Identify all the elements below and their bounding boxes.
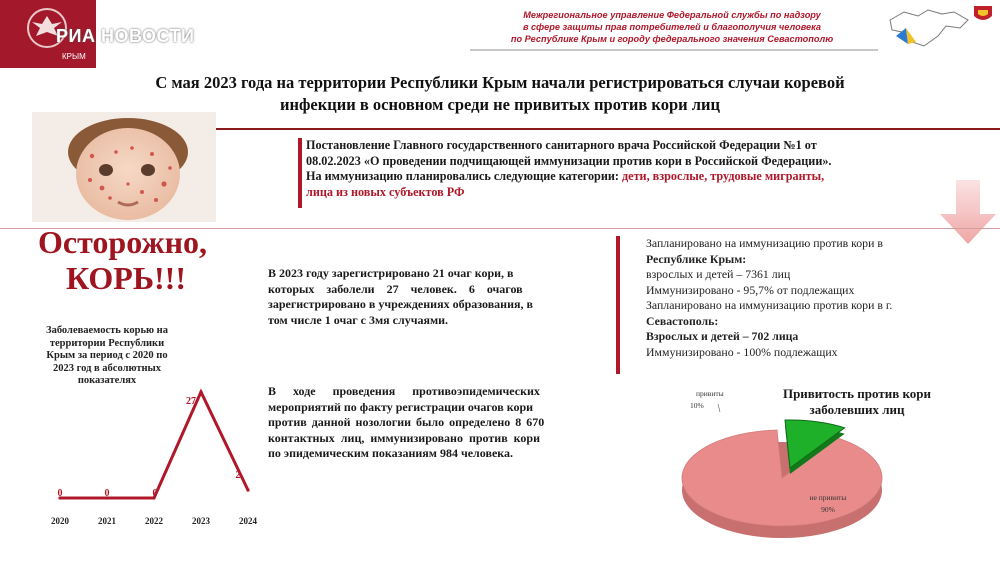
contacts-summary-line: по эпидемическим показаниям 984 человека.	[268, 446, 514, 460]
decree-accent-bar	[298, 138, 302, 208]
agency-name	[470, 9, 874, 45]
chart-title-line: Заболеваемость корью на	[46, 325, 168, 336]
page-title	[60, 72, 940, 116]
chart-title	[22, 325, 192, 388]
pie-label-vaccinated: привиты	[696, 389, 724, 398]
title-underline	[216, 128, 1000, 130]
crimea-immunized-percent: Иммунизировано - 95,7% от подлежащих	[646, 282, 855, 297]
agency-line: Межрегиональное управление Федеральной службы по надзору	[523, 10, 821, 20]
chart-title-line: Крым за период с 2020 по	[46, 350, 168, 361]
sevastopol-immunized-percent: Иммунизировано - 100% подлежащих	[646, 344, 838, 359]
chart-x-tick-label: 2024	[239, 516, 257, 526]
contacts-summary-text	[268, 384, 598, 462]
decree-categories-label: На иммунизацию планировались следующие категории:	[306, 169, 619, 183]
chart-x-tick-label: 2021	[98, 516, 116, 526]
agency-line: по Республике Крым и городу федерального значения Севастополю	[510, 34, 834, 44]
immunization-stats	[646, 236, 976, 360]
chart-data-label: 0	[57, 488, 63, 499]
sevastopol-planned-count: Взрослых и детей – 702 лица	[646, 329, 799, 343]
crimea-planned-count: взрослых и детей – 7361 лиц	[646, 267, 791, 281]
chart-x-tick-label: 2023	[192, 516, 210, 526]
chart-data-point	[246, 489, 249, 492]
decree-line: Постановление Главного государственного санитарного врача Российской Федерации №1 от	[306, 138, 817, 152]
crimea-plan-line: Запланировано на иммунизацию против кори в	[646, 236, 883, 250]
decree-text	[306, 138, 946, 200]
child-with-rash-photo	[32, 112, 216, 222]
crimea-region-label: Республике Крым:	[646, 251, 747, 266]
outbreak-summary-line: зарегистрировано в учреждениях образования, в	[268, 297, 533, 311]
chart-data-label: 27	[186, 396, 196, 407]
decree-line: 08.02.2023 «О проведении подчищающей иммунизации против кори в Российской Федерации».	[306, 153, 832, 168]
crimea-coat-of-arms-icon	[972, 4, 994, 24]
contacts-summary-line: мероприятий по факту регистрации очагов кори	[268, 399, 534, 414]
warning-heading-measles: КОРЬ!!!	[66, 260, 186, 296]
title-line: инфекции в основном среди не привитых против кори лиц	[279, 95, 721, 114]
warning-heading: Осторожно,	[38, 224, 208, 260]
contacts-summary-line: контактных лиц, иммунизировано против кори	[268, 430, 541, 445]
chart-x-tick-label: 2022	[145, 516, 163, 526]
pie-value-unvaccinated: 90%	[821, 505, 835, 514]
pie-value-vaccinated: 10%	[690, 401, 704, 410]
decree-line: лица из новых субъектов РФ	[306, 184, 465, 199]
sevastopol-region-label: Севастополь:	[646, 313, 719, 328]
outbreak-summary-line: В 2023 году зарегистрировано 21 очаг кори, в	[268, 266, 514, 280]
header-divider	[470, 49, 878, 51]
ria-logo-sub: КРЫМ	[62, 52, 86, 61]
chart-series-line	[57, 392, 248, 499]
chart-data-label: 2	[235, 470, 241, 482]
chart-title-line: 2023 год в абсолютных	[52, 362, 161, 374]
contacts-summary-line: против данной нозологии было определено 8 670	[268, 415, 545, 429]
crimea-map-icon	[884, 6, 972, 52]
pie-title-line: Привитость против кори	[782, 386, 932, 401]
chart-title-line: показателях	[77, 375, 137, 386]
outbreak-summary-line: том числе 1 очаг с 3мя случаями.	[268, 312, 449, 327]
outbreak-summary-text	[268, 266, 592, 328]
agency-line: в сфере защиты прав потребителей и благополучия человека	[522, 22, 822, 32]
title-line: С мая 2023 года на территории Республики Крым начали регистрироваться случаи коревой	[155, 73, 845, 92]
sevastopol-plan-line: Запланировано на иммунизацию против кори в г.	[646, 298, 893, 312]
contacts-summary-line: В ходе проведения противоэпидемических	[268, 384, 540, 398]
ria-novosti-logo-text: РИА НОВОСТИ	[56, 26, 195, 46]
chart-data-label: 0	[104, 488, 110, 499]
chart-data-label: 0	[152, 488, 158, 499]
chart-data-point	[199, 390, 202, 393]
decree-categories-highlight: дети, взрослые, трудовые мигранты,	[618, 169, 825, 183]
chart-title-line: территории Республики	[49, 337, 165, 349]
measles-incidence-line-chart	[30, 380, 270, 530]
immunization-accent-bar	[616, 236, 620, 374]
outbreak-summary-line: которых заболели 27 человек. 6 очагов	[268, 281, 523, 296]
pie-label-unvaccinated: не привиты	[809, 493, 847, 502]
chart-x-tick-label: 2020	[51, 516, 69, 526]
pie-title-line: заболевших лиц	[809, 402, 905, 417]
decree-line	[306, 169, 946, 185]
pie-leader-line	[718, 404, 720, 412]
